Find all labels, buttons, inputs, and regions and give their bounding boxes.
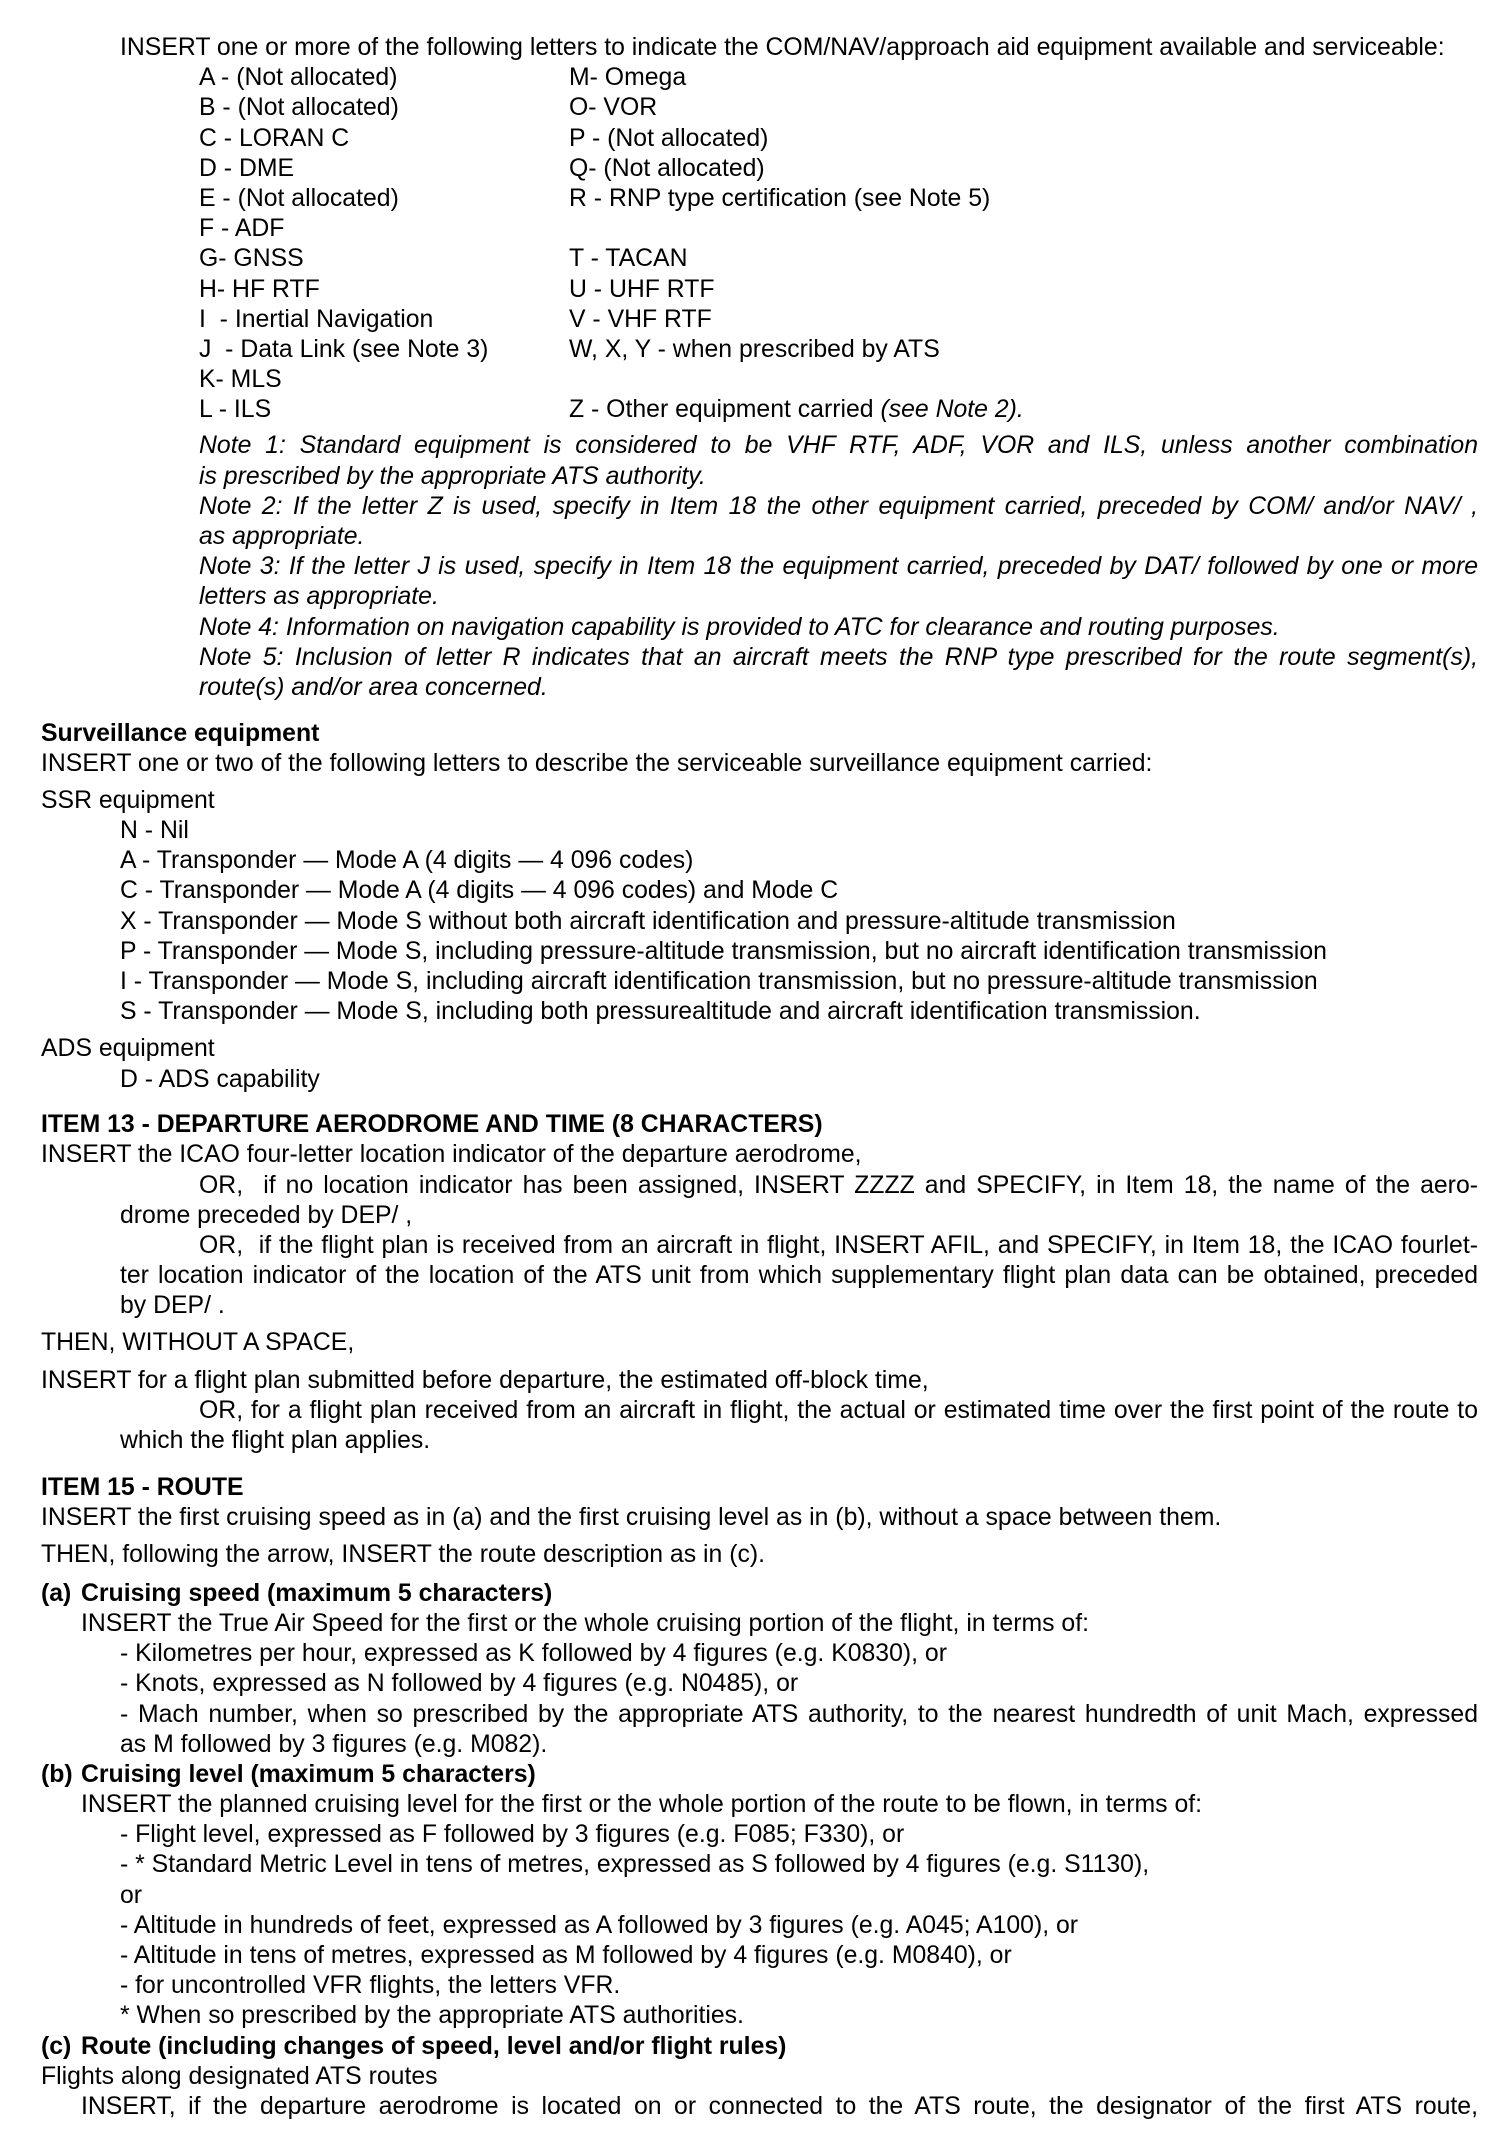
- item-13-heading: ITEM 13 - DEPARTURE AERODROME AND TIME (8 CHARACTERS): [41, 1111, 823, 1139]
- equipment-code-left: G- GNSS: [199, 245, 304, 273]
- item-13-line: ter location indicator of the location of the ATS unit from which supplementary flight plan data can be obtained, preceded: [120, 1262, 1478, 1290]
- ssr-code: I - Transponder — Mode S, including aircraft identification transmission, but no pressure-altitude transmission: [120, 968, 1318, 996]
- item-13-time-line: OR, for a flight plan received from an aircraft in flight, the actual or estimated time over the first point of the route to: [199, 1396, 1478, 1424]
- equipment-code-left: A - (Not allocated): [199, 64, 398, 92]
- equipment-code-right: Q- (Not allocated): [569, 154, 765, 182]
- equipment-code-row: [199, 154, 1478, 184]
- equipment-code-right: R - RNP type certification (see Note 5): [569, 184, 991, 212]
- note-5-line: Note 5: Inclusion of letter R indicates that an aircraft meets the RNP type prescribed for the route segment(s),: [199, 643, 1478, 671]
- item-13-line: drome preceded by DEP/ ,: [120, 1201, 413, 1229]
- cruising-speed-option: as M followed by 3 figures (e.g. M082).: [120, 1730, 548, 1758]
- cruising-level-option: or: [120, 1881, 143, 1909]
- equipment-code-right-text: Z - Other equipment carried: [569, 396, 874, 424]
- cruising-speed-intro: INSERT the True Air Speed for the first or the whole cruising portion of the flight, in terms of:: [81, 1609, 1089, 1637]
- cruising-speed-option: - Mach number, when so prescribed by the appropriate ATS authority, to the nearest hundredth of unit Mach, expressed: [120, 1700, 1478, 1728]
- note-3-line: Note 3: If the letter J is used, specify in Item 18 the equipment carried, preceded by DAT/ followed by one or more: [199, 553, 1478, 581]
- cruising-level-option: - Altitude in tens of metres, expressed as M followed by 4 figures (e.g. M0840), or: [120, 1942, 1012, 1970]
- equipment-code-row: [199, 214, 1478, 244]
- note-1-line: Note 1: Standard equipment is considered to be VHF RTF, ADF, VOR and ILS, unless another combination: [199, 432, 1478, 460]
- subsection-title: Cruising speed (maximum 5 characters): [81, 1579, 553, 1607]
- route-subheading: Flights along designated ATS routes: [41, 2062, 438, 2090]
- equipment-code-row: [199, 93, 1478, 123]
- equipment-code-row: [199, 184, 1478, 214]
- ssr-section: [0, 786, 1478, 1028]
- subsection-label: (a): [41, 1579, 72, 1607]
- surveillance-intro: INSERT one or two of the following letters to describe the serviceable surveillance equipment carried:: [41, 749, 1153, 777]
- subsection-title: Cruising level (maximum 5 characters): [81, 1760, 536, 1788]
- cruising-level-footnote: * When so prescribed by the appropriate ATS authorities.: [120, 2002, 744, 2030]
- equipment-code-row: [199, 63, 1478, 93]
- ads-label: ADS equipment: [41, 1035, 215, 1063]
- note-5-line: route(s) and/or area concerned.: [199, 673, 548, 701]
- cruising-level-intro: INSERT the planned cruising level for the first or the whole portion of the route to be flown, in terms of:: [81, 1791, 1203, 1819]
- item-15-subsections: [0, 1579, 1478, 2122]
- equipment-code-right: P - (Not allocated): [569, 124, 769, 152]
- equipment-code-left: D - DME: [199, 154, 295, 182]
- equipment-code-left: C - LORAN C: [199, 124, 350, 152]
- equipment-code-right: W, X, Y - when prescribed by ATS: [569, 335, 940, 363]
- note-4-line: Note 4: Information on navigation capability is provided to ATC for clearance and routing purposes.: [199, 613, 1280, 641]
- equipment-code-row: [199, 365, 1478, 395]
- com-nav-equipment-section: [0, 33, 1478, 425]
- item-13-then: [0, 1328, 1478, 1358]
- ssr-code: N - Nil: [120, 817, 189, 845]
- equipment-code-left: F - ADF: [199, 215, 285, 243]
- equipment-code-left: I - Inertial Navigation: [199, 305, 434, 333]
- surveillance-heading: Surveillance equipment: [41, 719, 320, 747]
- equipment-intro: INSERT one or more of the following letters to indicate the COM/NAV/approach aid equipment available and serviceable:: [120, 34, 1445, 61]
- equipment-code-right: U - UHF RTF: [569, 275, 715, 303]
- ssr-code: S - Transponder — Mode S, including both pressurealtitude and aircraft identification transmission.: [120, 998, 1201, 1026]
- equipment-code-right-z: [569, 396, 1024, 423]
- route-line: INSERT, if the departure aerodrome is located on or connected to the ATS route, the designator of the first ATS route,: [81, 2092, 1478, 2120]
- cruising-level-option: - * Standard Metric Level in tens of metres, expressed as S followed by 4 figures (e.g. S1130),: [120, 1851, 1150, 1879]
- item-15-then: [0, 1540, 1478, 1570]
- equipment-code-left: H- HF RTF: [199, 275, 320, 303]
- equipment-code-row: [199, 335, 1478, 365]
- cruising-level-option: - Altitude in hundreds of feet, expressed as A followed by 3 figures (e.g. A045; A100), or: [120, 1911, 1079, 1939]
- equipment-code-row: [199, 124, 1478, 154]
- note-2-line: Note 2: If the letter Z is used, specify in Item 18 the other equipment carried, preceded by COM/ and/or NAV/ ,: [199, 492, 1478, 520]
- item-13-line: INSERT the ICAO four-letter location indicator of the departure aerodrome,: [41, 1141, 862, 1169]
- equipment-code-right: O- VOR: [569, 94, 658, 122]
- subsection-title: Route (including changes of speed, level and/or flight rules): [81, 2032, 787, 2060]
- equipment-code-row: [199, 305, 1478, 335]
- ssr-code: A - Transponder — Mode A (4 digits — 4 096 codes): [120, 847, 694, 875]
- cruising-level-option: - Flight level, expressed as F followed by 3 figures (e.g. F085; F330), or: [120, 1821, 905, 1849]
- equipment-code-row: [199, 275, 1478, 305]
- ads-section: [0, 1034, 1478, 1094]
- surveillance-section: [0, 719, 1478, 779]
- item-13-time: [0, 1366, 1478, 1457]
- note-1-line: is prescribed by the appropriate ATS authority.: [199, 462, 706, 490]
- item-15-section: [0, 1473, 1478, 1533]
- ssr-label: SSR equipment: [41, 786, 215, 814]
- item-13-then-line: THEN, WITHOUT A SPACE,: [41, 1329, 355, 1357]
- item-15-heading: ITEM 15 - ROUTE: [41, 1473, 244, 1501]
- equipment-code-left: B - (Not allocated): [199, 94, 399, 122]
- item-13-line: OR, if the flight plan is received from an aircraft in flight, INSERT AFIL, and SPECIFY, in Item 18, the ICAO fourlet-: [199, 1231, 1478, 1259]
- ssr-code: X - Transponder — Mode S without both aircraft identification and pressure-altitude transmission: [120, 907, 1176, 935]
- item-15-intro: INSERT the first cruising speed as in (a) and the first cruising level as in (b), without a space between them.: [41, 1504, 1222, 1531]
- cruising-level-option: - for uncontrolled VFR flights, the letters VFR.: [120, 1972, 621, 2000]
- cruising-speed-heading: [41, 1579, 1478, 1609]
- ssr-code: C - Transponder — Mode A (4 digits — 4 096 codes) and Mode C: [120, 877, 839, 905]
- equipment-code-right: T - TACAN: [569, 245, 688, 273]
- subsection-label: (b): [41, 1760, 73, 1788]
- item-15-then-line: THEN, following the arrow, INSERT the route description as in (c).: [41, 1541, 766, 1569]
- item-13-time-line: which the flight plan applies.: [120, 1427, 431, 1455]
- equipment-notes: [0, 431, 1478, 703]
- subsection-label: (c): [41, 2032, 72, 2060]
- ssr-code: P - Transponder — Mode S, including pressure-altitude transmission, but no aircraft identification transmission: [120, 937, 1327, 965]
- equipment-code-row: [199, 395, 1478, 425]
- equipment-code-left: J - Data Link (see Note 3): [199, 335, 489, 363]
- note-2-line: as appropriate.: [199, 523, 365, 550]
- item-13-line: by DEP/ .: [120, 1292, 225, 1320]
- cruising-speed-option: - Kilometres per hour, expressed as K followed by 4 figures (e.g. K0830), or: [120, 1640, 947, 1668]
- cruising-level-heading: [41, 1760, 1478, 1790]
- ads-code: D - ADS capability: [120, 1065, 320, 1093]
- equipment-code-row: [199, 244, 1478, 274]
- equipment-code-left: L - ILS: [199, 396, 272, 424]
- item-13-line: OR, if no location indicator has been assigned, INSERT ZZZZ and SPECIFY, in Item 18, the name of the aero-: [199, 1171, 1478, 1199]
- note-3-line: letters as appropriate.: [199, 583, 439, 611]
- route-heading: [41, 2032, 1478, 2062]
- equipment-code-right-note: (see Note 2).: [880, 396, 1024, 424]
- equipment-code-left: E - (Not allocated): [199, 184, 399, 212]
- equipment-code-right: M- Omega: [569, 64, 687, 92]
- item-13-time-line: INSERT for a flight plan submitted before departure, the estimated off-block time,: [41, 1366, 929, 1394]
- item-13-section: [0, 1110, 1478, 1321]
- equipment-code-right: V - VHF RTF: [569, 305, 712, 333]
- cruising-speed-option: - Knots, expressed as N followed by 4 figures (e.g. N0485), or: [120, 1670, 799, 1698]
- equipment-code-left: K- MLS: [199, 366, 282, 394]
